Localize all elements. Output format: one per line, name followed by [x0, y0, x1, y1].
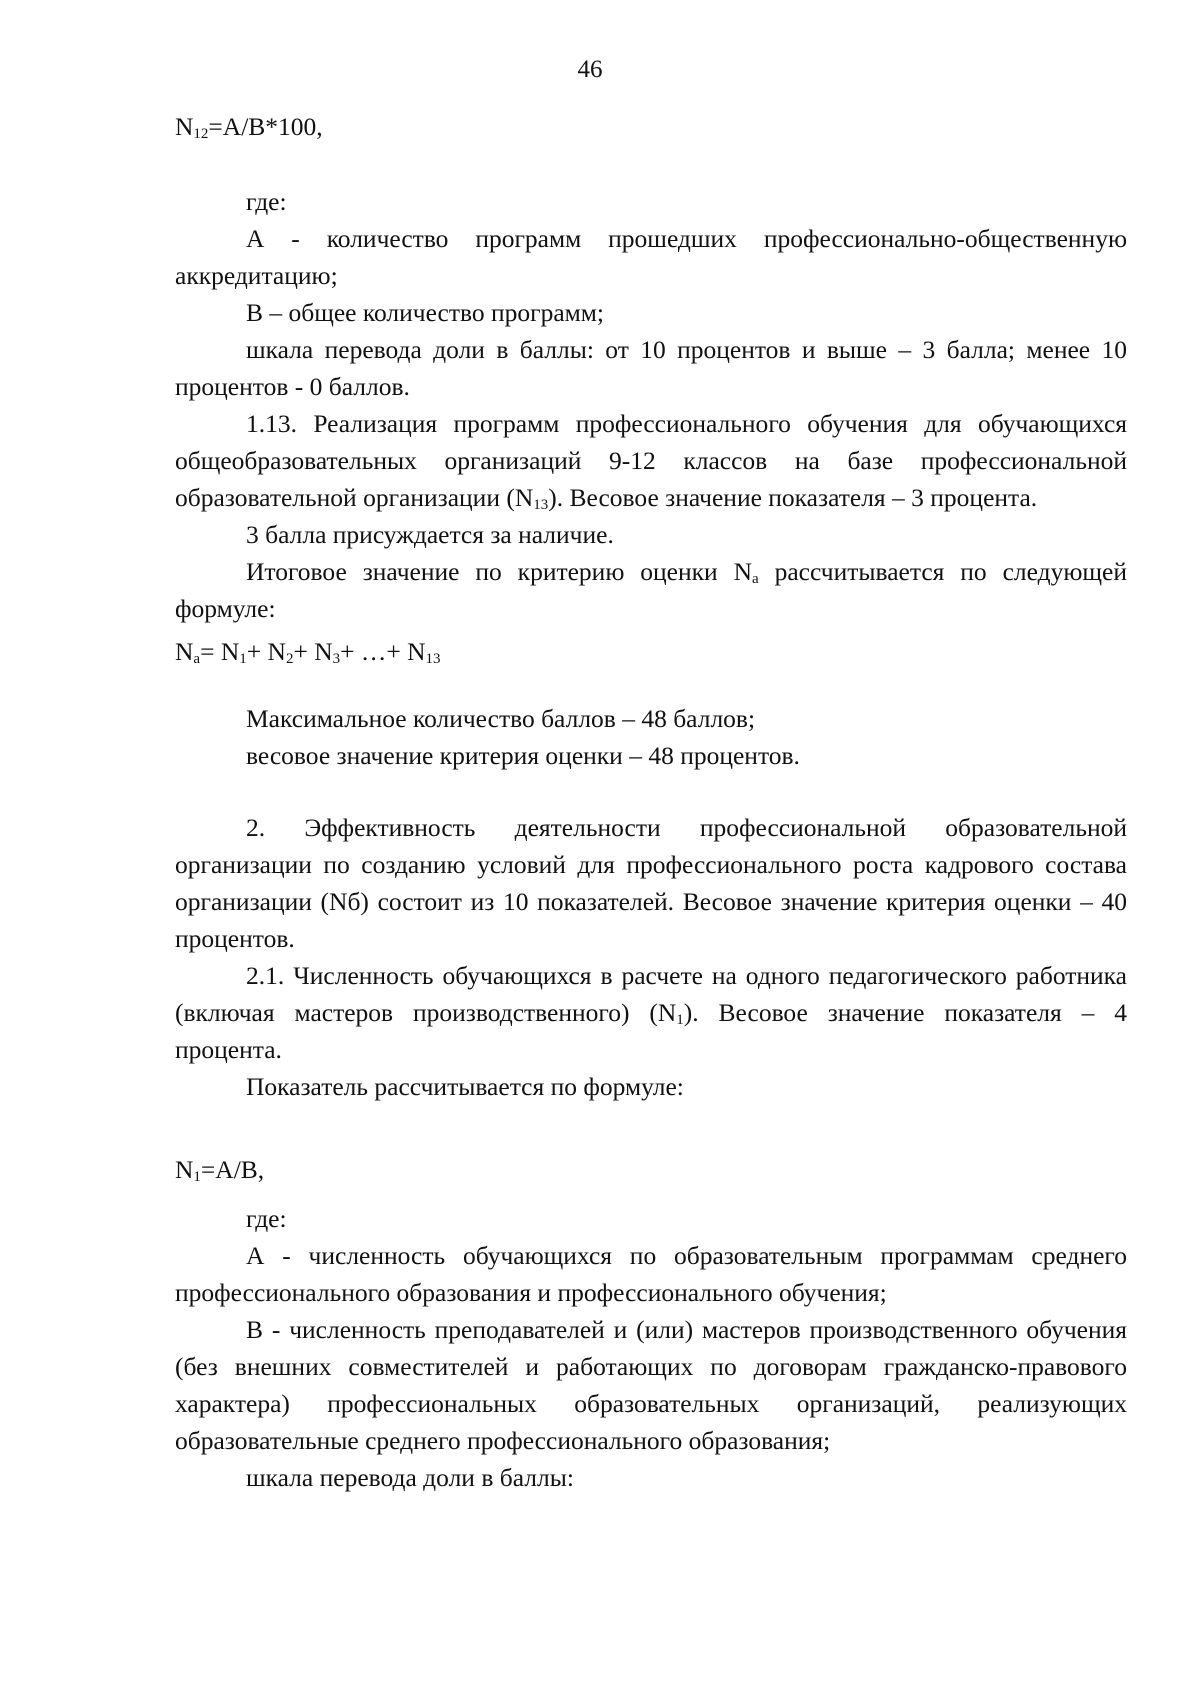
total-value-intro: Итоговое значение по критерию оценки $N_a$ рассчитывается по следующей формуле:	[175, 557, 1127, 623]
definition-b: В – общее количество программ;	[246, 298, 605, 327]
formula-intro: Показатель рассчитывается по формуле:	[246, 1072, 684, 1101]
page-number: 46	[577, 56, 603, 83]
formula-na: $N_a= N_1+ N_2+ N_3+$ …+ $N_{13}$	[175, 637, 441, 667]
criterion-weight: весовое значение критерия оценки – 48 процентов.	[246, 741, 800, 770]
points-scale: шкала перевода доли в баллы: от 10 процентов и выше – 3 балла; менее 10 процентов - 0 баллов.	[175, 335, 1127, 401]
formula-n12: $N_{12}=A/B*100$,	[175, 112, 323, 142]
definition-b-2: В - численность преподавателей и (или) мастеров производственного обучения (без внешних совместителей и работающих по договорам гражданско-правового характера) профессиональных образовательных организаций, реализующих образовательные среднего профессионального образования;	[175, 1315, 1127, 1455]
criterion-2: 2. Эффективность деятельности профессиональной образовательной организации по созданию условий для профессионального роста кадрового состава организации (Nб) состоит из 10 показателей. Весовое значение критерия оценки – 40 процентов.	[175, 813, 1127, 953]
indicator-1-13: 1.13. Реализация программ профессионального обучения для обучающихся общеобразовательных организаций 9-12 классов на базе профессиональной образовательной организации $(N_{13})$. Весовое значение показателя – 3 процента.	[175, 409, 1127, 513]
points-scale-2: шкала перевода доли в баллы:	[246, 1463, 574, 1492]
where-label-2: где:	[246, 1204, 287, 1233]
formula-n1: $N_1=A/B$,	[175, 1155, 265, 1185]
definition-a-2: А - численность обучающихся по образовательным программам среднего профессионального образования и профессионального обучения;	[175, 1241, 1127, 1307]
definition-a: А - количество программ прошедших профессионально-общественную аккредитацию;	[175, 224, 1127, 290]
indicator-2-1: 2.1. Численность обучающихся в расчете на одного педагогического работника (включая мастеров производственного) $(N_1)$. Весовое значение показателя – 4 процента.	[175, 961, 1128, 1064]
points-award-note: 3 балла присуждается за наличие.	[246, 520, 614, 549]
document-body	[175, 108, 1127, 1496]
max-points: Максимальное количество баллов – 48 баллов;	[246, 704, 756, 733]
paragraph-gap	[175, 774, 1127, 809]
where-label: где:	[246, 187, 287, 216]
